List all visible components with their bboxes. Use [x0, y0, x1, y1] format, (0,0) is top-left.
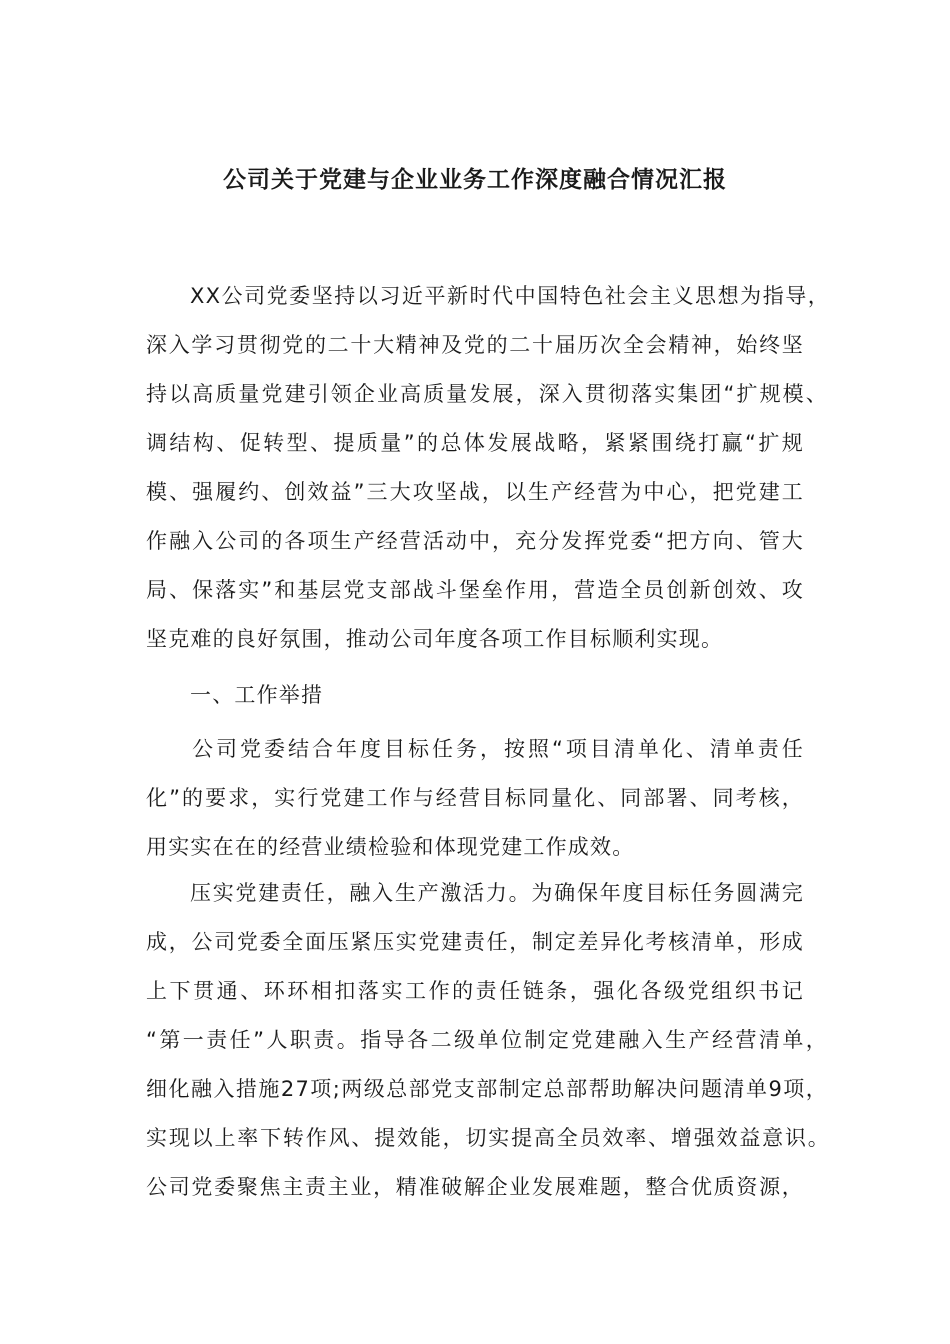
paragraph-3-line: “第一责任”人职责。指导各二级单位制定党建融入生产经营清单， — [146, 1028, 828, 1052]
paragraph-1-line: 局、保落实”和基层党支部战斗堡垒作用，营造全员创新创效、攻 — [146, 578, 804, 602]
paragraph-3-line: 上下贯通、环环相扣落实工作的责任链条，强化各级党组织书记 — [146, 979, 804, 1003]
paragraph-1-line: 调结构、促转型、提质量”的总体发展战略，紧紧围绕打赢“扩规 — [146, 431, 804, 455]
paragraph-1-line: 作融入公司的各项生产经营活动中，充分发挥党委“把方向、管大 — [146, 529, 804, 553]
paragraph-1-line: 持以高质量党建引领企业高质量发展，深入贯彻落实集团“扩规模、 — [146, 382, 828, 406]
paragraph-2-line: 化”的要求，实行党建工作与经营目标同量化、同部署、同考核， — [146, 786, 804, 810]
document-title: 公司关于党建与企业业务工作深度融合情况汇报 — [223, 167, 727, 193]
paragraph-1-line: 模、强履约、创效益”三大攻坚战，以生产经营为中心，把党建工 — [146, 480, 804, 504]
paragraph-1-line: 深入学习贯彻党的二十大精神及党的二十届历次全会精神，始终坚 — [146, 333, 804, 357]
paragraph-3-line: 压实党建责任，融入生产激活力。为确保年度目标任务圆满完 — [190, 881, 804, 905]
paragraph-2-line: 用实实在在的经营业绩检验和体现党建工作成效。 — [146, 835, 635, 859]
paragraph-3-line: 成，公司党委全面压紧压实党建责任，制定差异化考核清单，形成 — [146, 930, 804, 954]
paragraph-1-line: 坚克难的良好氛围，推动公司年度各项工作目标顺利实现。 — [146, 627, 724, 651]
paragraph-1-line: XX公司党委坚持以习近平新时代中国特色社会主义思想为指导， — [190, 284, 830, 308]
paragraph-2-line: 公司党委结合年度目标任务，按照“项目清单化、清单责任 — [192, 737, 804, 761]
section-heading: 一、工作举措 — [190, 683, 324, 707]
paragraph-3-line: 实现以上率下转作风、提效能，切实提高全员效率、增强效益意识。 — [146, 1126, 830, 1150]
paragraph-3-line: 细化融入措施27项;两级总部党支部制定总部帮助解决问题清单9项， — [146, 1077, 828, 1101]
paragraph-3-line: 公司党委聚焦主责主业，精准破解企业发展难题，整合优质资源， — [146, 1175, 804, 1199]
